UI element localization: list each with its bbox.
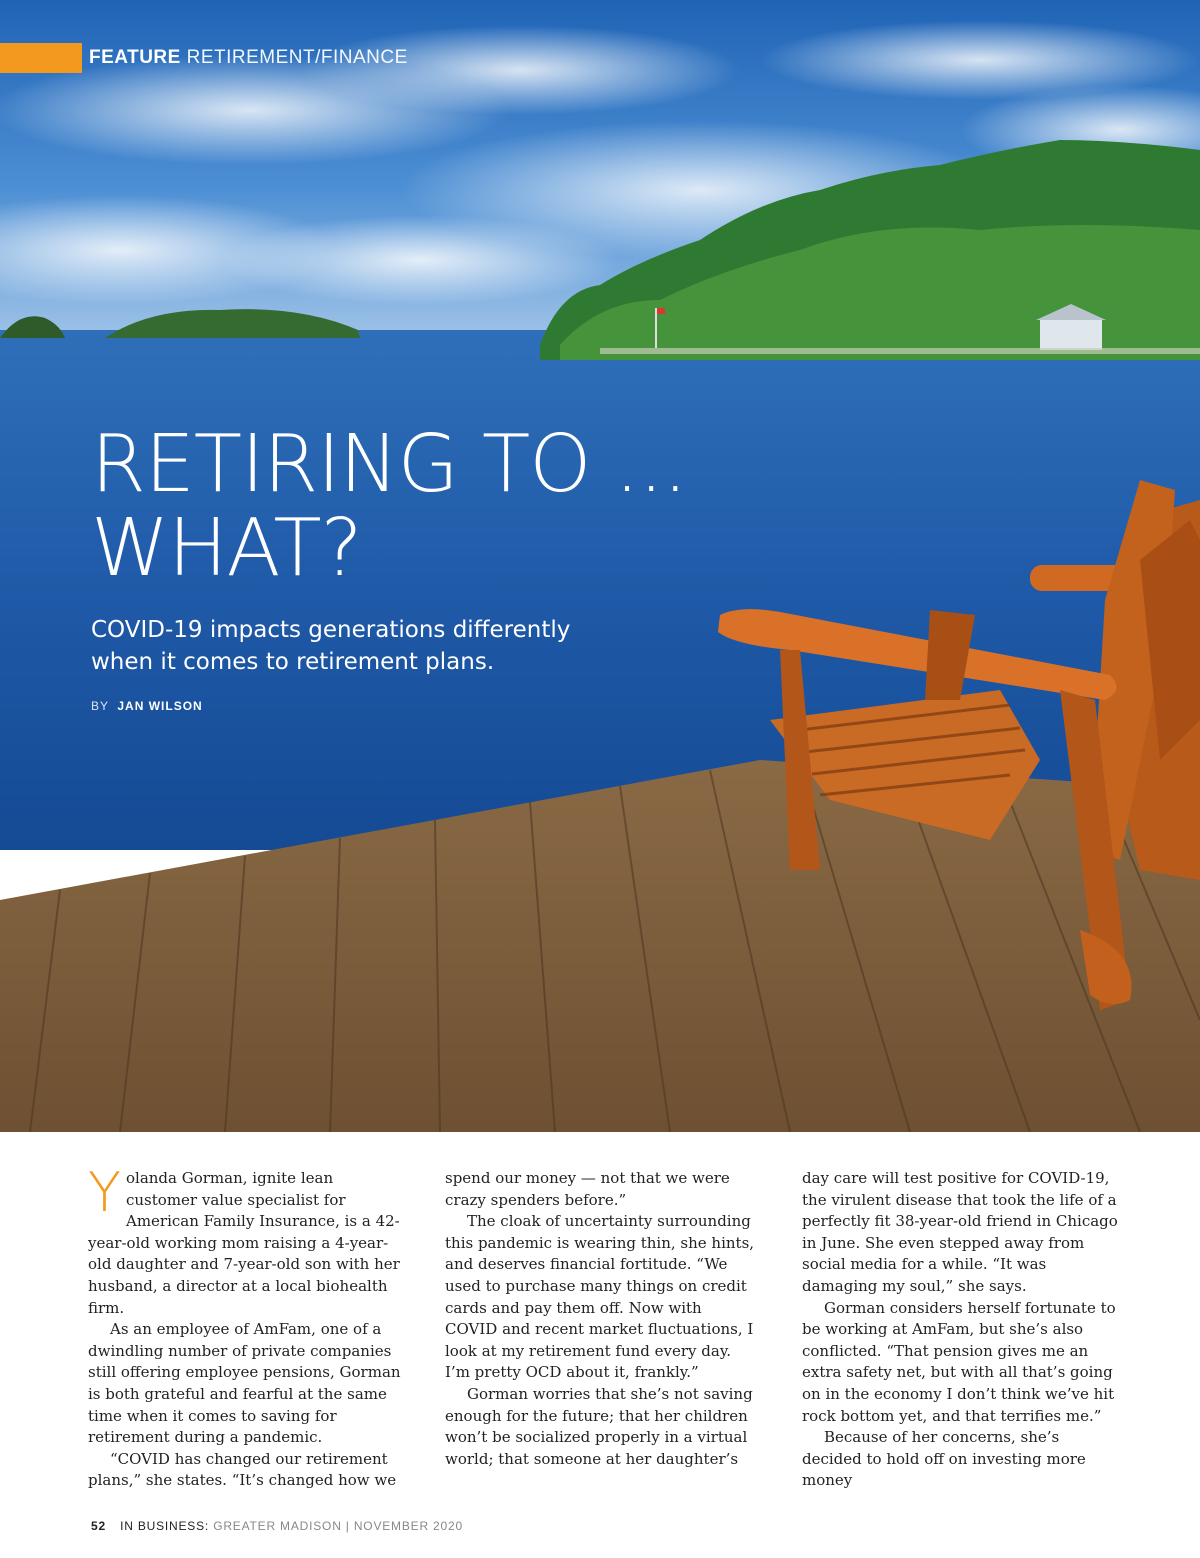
byline xyxy=(91,699,203,713)
page-number: 52 xyxy=(91,1519,106,1533)
author-name: JAN WILSON xyxy=(117,699,203,713)
tag-accent-bar xyxy=(0,43,82,73)
tag-text xyxy=(89,47,408,69)
paragraph xyxy=(88,1161,408,1319)
paragraph: day care will test positive for COVID-19, the virulent disease that took the life of a perfectly fit 38-year-old friend in Chicago in June. She even stepped away from social media for a while. “It was damaging my soul,” she says. xyxy=(802,1169,1118,1295)
publication-name: IN BUSINESS: xyxy=(120,1519,210,1533)
paragraph: As an employee of AmFam, one of a dwindling number of private companies still offering employee pensions, Gorman is both grateful and fearful at the same time when it comes to saving for retirement during a pandemic. xyxy=(88,1320,401,1447)
section-tag xyxy=(0,43,408,73)
article-column-3 xyxy=(802,1168,1120,1492)
boathouse xyxy=(1040,318,1102,350)
section-name: RETIREMENT/FINANCE xyxy=(186,47,408,68)
article-column-1 xyxy=(88,1161,408,1492)
deck: COVID-19 impacts generations differently when it comes to retirement plans. xyxy=(91,617,571,675)
byline-prefix: BY xyxy=(91,699,110,713)
page-footer xyxy=(91,1519,463,1533)
paragraph: “COVID has changed our retirement plans,” she states. “It’s changed how we xyxy=(88,1449,397,1490)
paragraph: Gorman considers herself fortunate to be working at AmFam, but she’s also conflicted. “That pension gives me an extra safety net, but with all that’s going on in the economy I don’t think we’ve hit rock bottom yet, and that terrifies me.” xyxy=(802,1298,1116,1425)
flagpole xyxy=(655,308,657,348)
issue-info: GREATER MADISON | NOVEMBER 2020 xyxy=(213,1519,463,1533)
headline-line-1: RETIRING TO ... xyxy=(91,418,687,510)
paragraph: spend our money — not that we were crazy spenders before.” xyxy=(445,1169,730,1209)
drop-cap: Y xyxy=(88,1161,121,1224)
paragraph: The cloak of uncertainty surrounding this pandemic is wearing thin, she hints, and deserves financial fortitude. “We used to purchase many things on credit cards and pay them off. Now with COVID and recent market fluctuations, I look at my retirement fund every day. I’m pretty OCD about it, frankly.” xyxy=(445,1212,755,1382)
paragraph-text: olanda Gorman, ignite lean customer value specialist for American Family Insurance, is a 42-year-old working mom raising a 4-year-old daughter and 7-year-old son with her husband, a director at a local biohealth firm. xyxy=(88,1169,400,1317)
paragraph: Because of her concerns, she’s decided to hold off on investing more money xyxy=(802,1428,1086,1490)
headline-line-2: WHAT? xyxy=(91,502,362,594)
headline xyxy=(91,418,731,594)
kicker: FEATURE xyxy=(89,47,181,68)
article-column-2 xyxy=(445,1168,755,1470)
paragraph: Gorman worries that she’s not saving enough for the future; that her children won’t be socialized properly in a virtual world; that someone at her daughter’s xyxy=(445,1384,753,1468)
